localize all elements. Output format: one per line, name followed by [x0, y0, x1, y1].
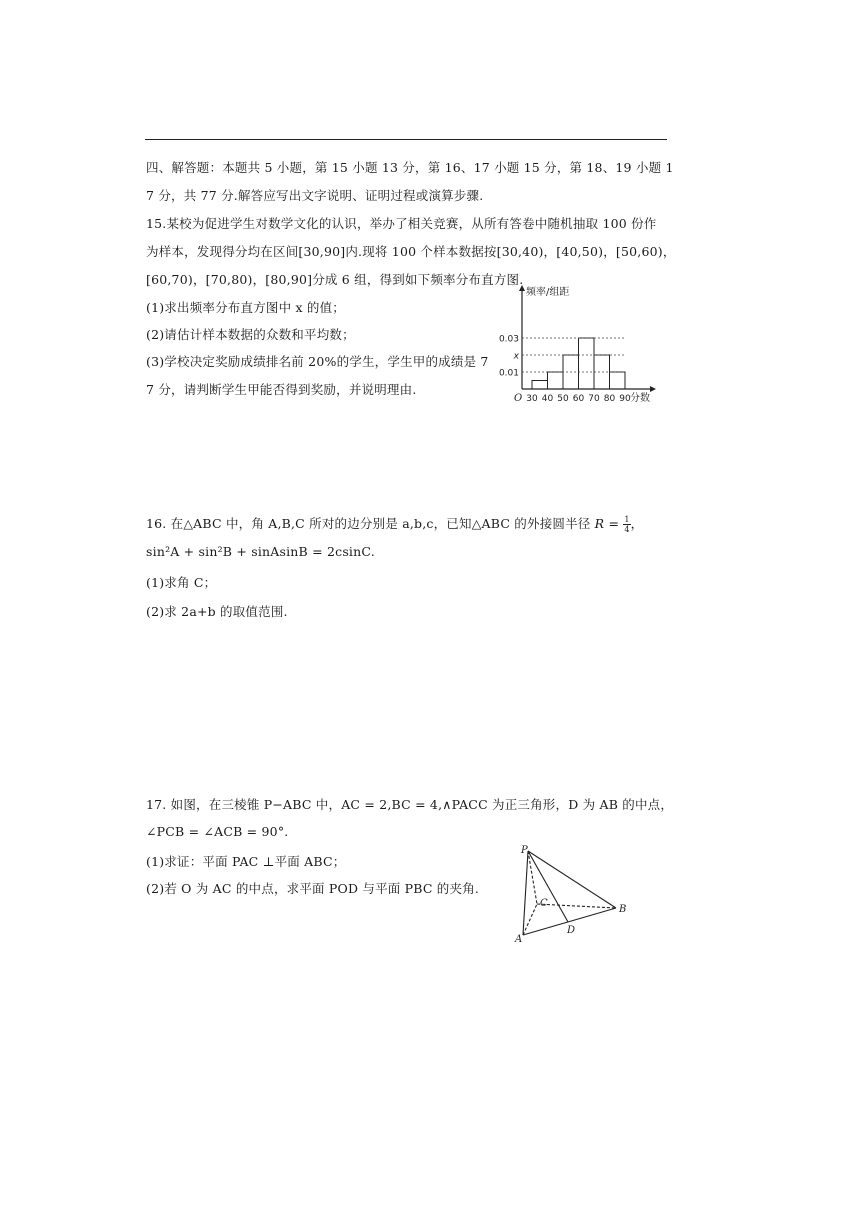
q16-line1-prefix: 16. 在△ABC 中，角 A,B,C 所对的边分别是 a,b,c，已知△ABC 的外接圆半径 [146, 516, 595, 531]
x-tick-label: 70 [588, 394, 600, 404]
label-P: P [521, 845, 528, 856]
x-tick-label: 90 [619, 394, 631, 404]
q16-fraction [623, 515, 630, 534]
q17-part2: (2)若 O 为 AC 的中点，求平面 POD 与平面 PBC 的夹角. [146, 881, 480, 896]
histogram-bar [532, 381, 548, 390]
top-rule [145, 139, 667, 140]
edge-CB [537, 904, 616, 908]
y-tick-label: 0.01 [498, 368, 519, 379]
y-tick-label: 0.03 [498, 334, 519, 345]
label-A: A [515, 934, 523, 945]
label-B: B [619, 904, 627, 915]
y-axis-label: 频率/组距 [526, 287, 570, 298]
q15-line1: 15.某校为促进学生对数学文化的认识，举办了相关竞赛，从所有答卷中随机抽取 100 份作 [146, 216, 657, 231]
y-tick-label: x [513, 351, 519, 362]
x-tick-label: 50 [557, 394, 569, 404]
q17-part1: (1)求证：平面 PAC ⊥平面 ABC； [146, 854, 346, 869]
q17-line2: ∠PCB = ∠ACB = 90°. [146, 824, 289, 839]
q15-line3: [60,70)，[70,80)，[80,90]分成 6 组，得到如下频率分布直方图. [146, 272, 524, 287]
section-header-line2: 7 分，共 77 分.解答应写出文字说明、证明过程或演算步骤. [146, 188, 484, 203]
q16-line1 [146, 514, 643, 534]
histogram-bar [579, 338, 595, 389]
x-axis-arrow [650, 386, 656, 392]
section-header-line1: 四、解答题：本题共 5 小题，第 15 小题 13 分，第 16、17 小题 15 分，第 18、19 小题 1 [146, 160, 674, 175]
origin-label: O [514, 393, 523, 404]
x-tick-label: 80 [603, 394, 616, 404]
q16-line1-suffix: ， [630, 516, 644, 531]
q16-line2: sin²A + sin²B + sinAsinB = 2csinC. [146, 544, 375, 559]
x-tick-label: 60 [572, 394, 585, 404]
histogram-bar [548, 372, 564, 389]
x-tick-label: 40 [541, 394, 554, 404]
q15-part1: (1)求出频率分布直方图中 x 的值； [146, 300, 346, 315]
label-C: C [540, 898, 548, 909]
q16-part1: (1)求角 C； [146, 575, 217, 590]
q15-line2: 为样本，发现得分均在区间[30,90]内.现将 100 个样本数据按[30,40)，[40,50)，[50,60)， [146, 244, 676, 259]
x-axis-label: 分数 [630, 393, 650, 404]
q17-line1: 17. 如图，在三棱锥 P−ABC 中，AC = 2,BC = 4,∧PACC 为正三角形，D 为 AB 的中点， [146, 797, 674, 812]
edge-PA [523, 851, 528, 935]
q15-part3b: 7 分，请判断学生甲能否得到奖励，并说明理由. [146, 382, 417, 397]
histogram-bar [610, 372, 626, 389]
q16-frac-num: 1 [624, 515, 630, 524]
q16-radius-symbol: R = [594, 516, 620, 531]
x-tick-label: 30 [526, 394, 538, 404]
label-D: D [567, 925, 576, 936]
q15-part3a: (3)学校决定奖励成绩排名前 20%的学生，学生甲的成绩是 7 [146, 354, 489, 369]
q15-part2: (2)请估计样本数据的众数和平均数； [146, 327, 355, 342]
tetrahedron-figure [510, 842, 635, 946]
q16-part2: (2)求 2a+b 的取值范围. [146, 604, 288, 619]
q16-frac-den: 4 [624, 525, 630, 534]
y-axis-arrow [519, 285, 525, 291]
frequency-histogram [488, 282, 663, 410]
